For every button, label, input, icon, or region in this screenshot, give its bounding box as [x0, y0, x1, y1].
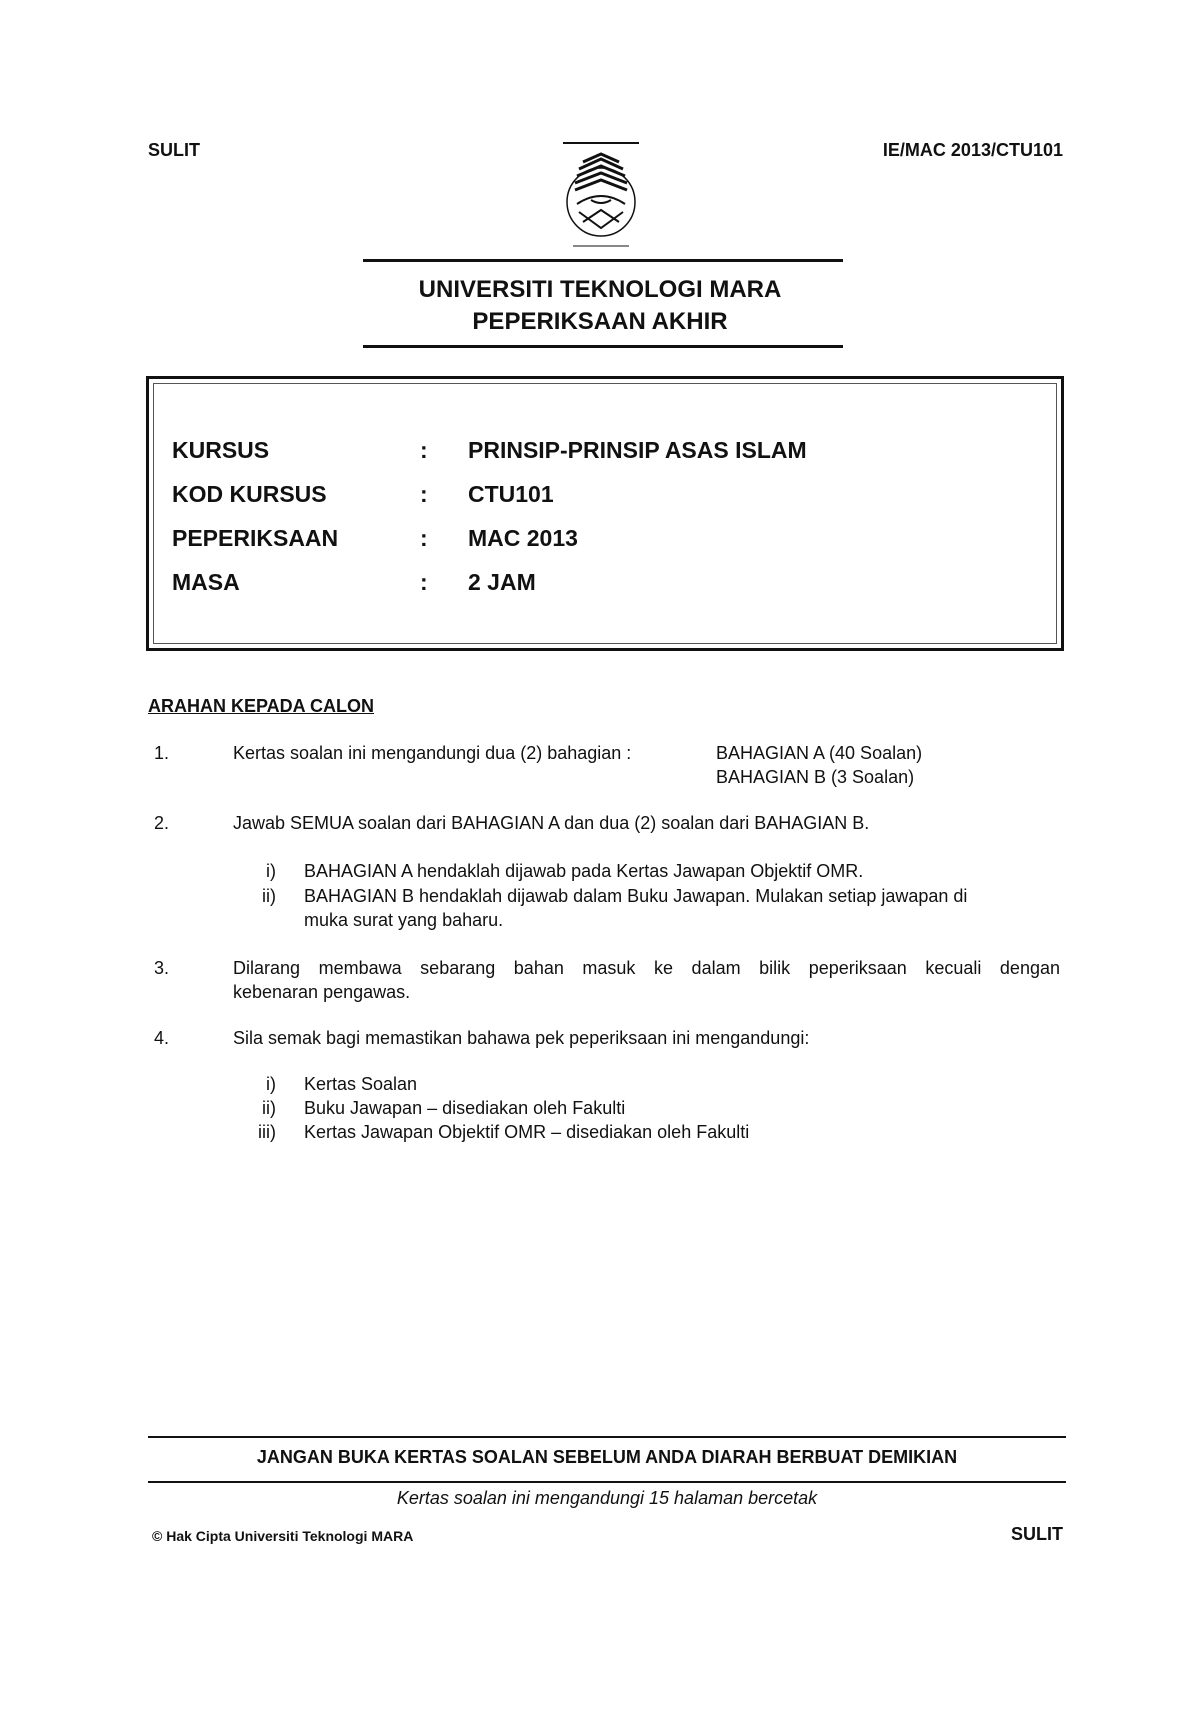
- header-classification: SULIT: [148, 140, 200, 160]
- info-value: MAC 2013: [468, 525, 578, 551]
- sub-item-text: Kertas Jawapan Objektif OMR – disediakan oleh Fakulti: [304, 1122, 750, 1142]
- part-b: BAHAGIAN B (3 Soalan): [716, 767, 915, 787]
- course-info-box: [146, 376, 1064, 651]
- exam-type: PEPERIKSAAN AKHIR: [472, 308, 728, 335]
- info-label: KOD KURSUS: [172, 481, 327, 507]
- header-paper-code: IE/MAC 2013/CTU101: [882, 140, 1063, 160]
- university-crest-icon: [553, 140, 649, 250]
- info-value: 2 JAM: [468, 569, 536, 595]
- footer-rule-top: [148, 1436, 1066, 1438]
- footer-rule-bottom: [148, 1481, 1066, 1483]
- info-value: CTU101: [468, 481, 554, 507]
- sub-item-text: Buku Jawapan – disediakan oleh Fakulti: [304, 1098, 626, 1118]
- university-name: UNIVERSITI TEKNOLOGI MARA: [418, 276, 782, 303]
- copyright-notice: © Hak Cipta Universiti Teknologi MARA: [152, 1528, 414, 1544]
- instructions-title: ARAHAN KEPADA CALON: [148, 696, 374, 716]
- info-colon: :: [420, 569, 428, 595]
- info-colon: :: [420, 481, 428, 507]
- info-colon: :: [420, 437, 428, 463]
- part-a: BAHAGIAN A (40 Soalan): [716, 743, 923, 763]
- info-value: PRINSIP-PRINSIP ASAS ISLAM: [468, 437, 807, 463]
- item-number: 2.: [154, 813, 170, 833]
- info-colon: :: [420, 525, 428, 551]
- sub-item-number: iii): [258, 1122, 276, 1142]
- item-number: 3.: [154, 958, 170, 978]
- sub-item-text: BAHAGIAN A hendaklah dijawab pada Kertas Jawapan Objektif OMR.: [304, 861, 864, 881]
- sub-item-number: ii): [262, 1098, 276, 1118]
- item-text-continued: kebenaran pengawas.: [233, 982, 411, 1002]
- item-number: 4.: [154, 1028, 170, 1048]
- do-not-open-warning: JANGAN BUKA KERTAS SOALAN SEBELUM ANDA DIARAH BERBUAT DEMIKIAN: [256, 1447, 958, 1467]
- item-text: Sila semak bagi memastikan bahawa pek peperiksaan ini mengandungi:: [233, 1028, 810, 1048]
- course-info-inner-border: [153, 383, 1057, 644]
- item-text: Kertas soalan ini mengandungi dua (2) bahagian :: [233, 743, 632, 763]
- item-text: Dilarang membawa sebarang bahan masuk ke dalam bilik peperiksaan kecuali dengan: [233, 958, 1060, 978]
- page-count-note: Kertas soalan ini mengandungi 15 halaman bercetak: [396, 1488, 818, 1508]
- sub-item-number: i): [266, 1074, 276, 1094]
- item-number: 1.: [154, 743, 170, 763]
- title-rule-top: [363, 259, 843, 262]
- sub-item-text: Kertas Soalan: [304, 1074, 418, 1094]
- footer-classification: SULIT: [1011, 1524, 1063, 1544]
- sub-item-text-continued: muka surat yang baharu.: [304, 910, 504, 930]
- item-text: Jawab SEMUA soalan dari BAHAGIAN A dan dua (2) soalan dari BAHAGIAN B.: [233, 813, 870, 833]
- sub-item-number: ii): [262, 886, 276, 906]
- info-label: PEPERIKSAAN: [172, 525, 339, 551]
- info-label: KURSUS: [172, 437, 270, 463]
- info-label: MASA: [172, 569, 240, 595]
- sub-item-text: BAHAGIAN B hendaklah dijawab dalam Buku Jawapan. Mulakan setiap jawapan di: [304, 886, 968, 906]
- sub-item-number: i): [266, 861, 276, 881]
- title-rule-bottom: [363, 345, 843, 348]
